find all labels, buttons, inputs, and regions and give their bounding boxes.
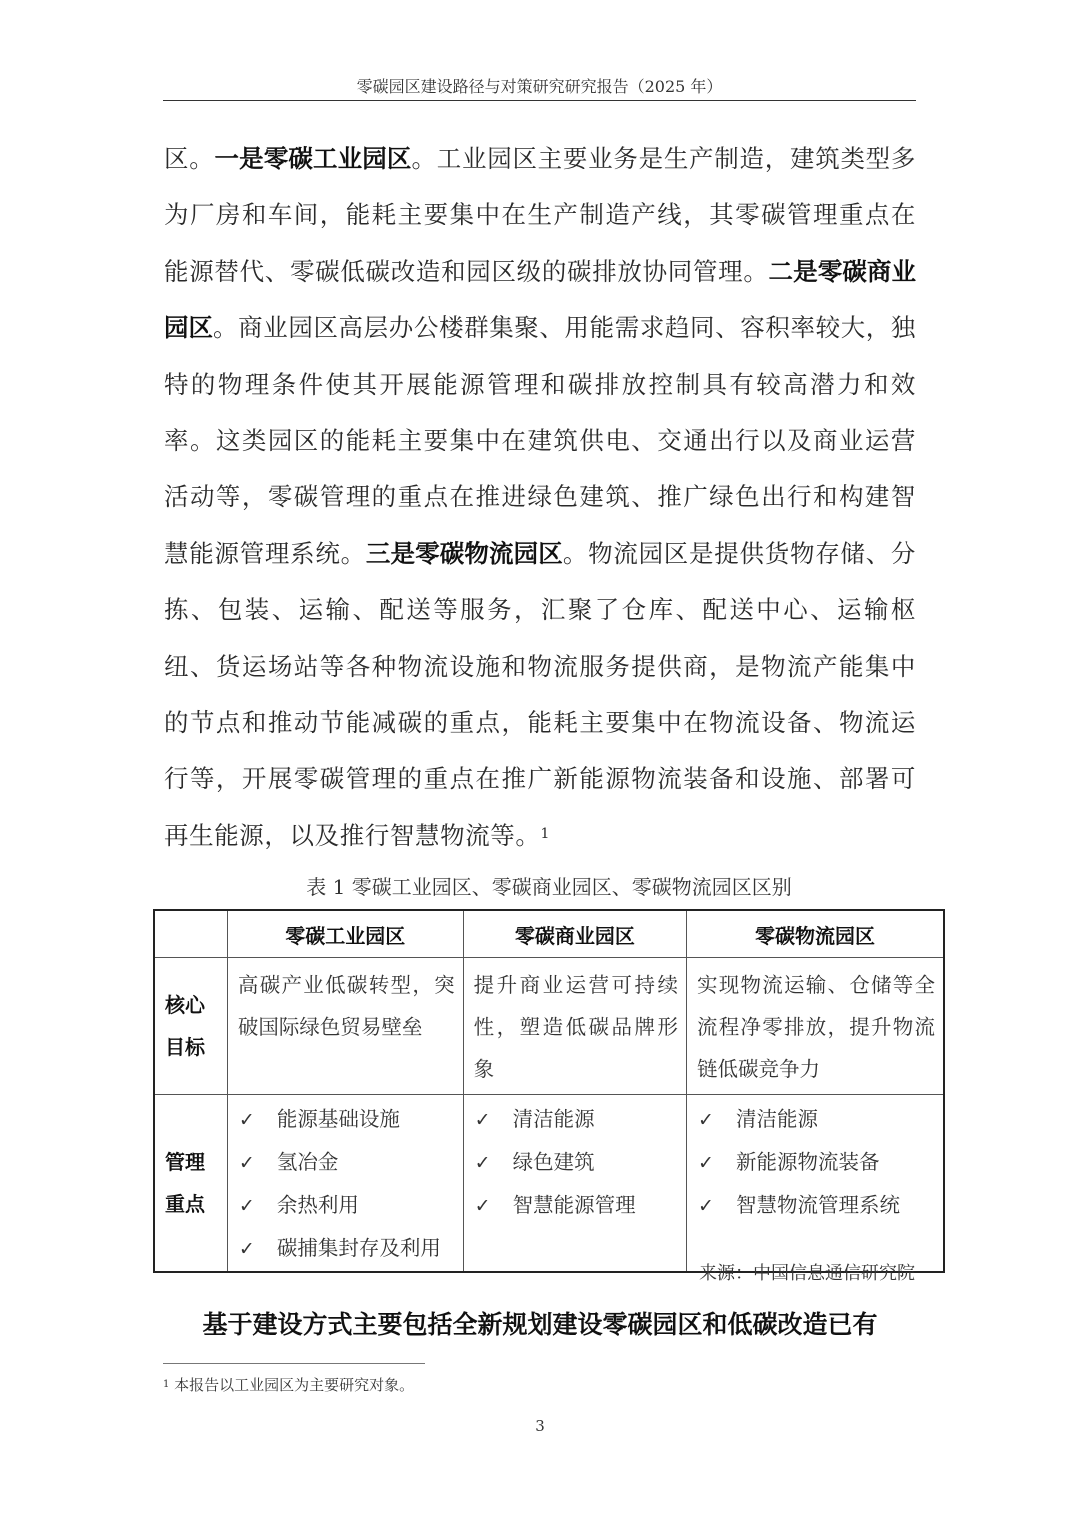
- table-cell: [227, 1095, 463, 1273]
- table-row: [154, 958, 944, 1095]
- footnote-rule: [163, 1363, 425, 1364]
- text-segment: 。商业园区高层办公楼群集聚、用能需求趋同、容积率较大，独特的物理条件使其开展能源管理和碳排放控制具有较高潜力和效率。这类园区的能耗主要集中在建筑供电、交通出行以及商业运营活动等，零碳管理的重点在推进绿色建筑、推广绿色出行和构建智慧能源管理系统。: [164, 313, 917, 568]
- bold-term-logistics: 三是零碳物流园区: [365, 538, 563, 568]
- list-item: [475, 1141, 679, 1184]
- table-cell: 提升商业运营可持续性，塑造低碳品牌形象: [463, 958, 686, 1095]
- table-cell: 实现物流运输、仓储等全流程净零排放，提升物流链低碳竞争力: [687, 958, 945, 1095]
- table-cell: 高碳产业低碳转型，突破国际绿色贸易壁垒: [227, 958, 463, 1095]
- list-item: [239, 1227, 456, 1270]
- list-item-label: 新能源物流装备: [736, 1150, 880, 1174]
- header-rule: [163, 100, 916, 101]
- check-icon: ✓: [474, 1152, 491, 1174]
- text-segment: 。工业园区主要业务是生产制造，建筑类型多为厂房和车间，能耗主要集中在生产制造产线，其零碳管理重点在能源替代、零碳低碳改造和园区级的碳排放协同管理。: [164, 144, 917, 286]
- text-segment: 区。: [164, 144, 215, 173]
- footnote-reference[interactable]: 1: [540, 825, 551, 842]
- column-header-commercial: 零碳商业园区: [463, 910, 686, 958]
- bold-term-commercial: 二是零碳商业园区: [164, 256, 916, 343]
- row-header-line: 目标: [165, 1035, 205, 1059]
- running-header: 零碳园区建设路径与对策研究研究报告（2025 年）: [356, 77, 723, 96]
- column-header-industrial: 零碳工业园区: [227, 910, 463, 958]
- row-header-core-goal: [154, 958, 227, 1095]
- table-cell: [463, 1095, 686, 1273]
- text-segment: 。物流园区是提供货物存储、分拣、包装、运输、配送等服务，汇聚了仓库、配送中心、运输枢纽、货运场站等各种物流设施和物流服务提供商，是物流产能集中的节点和推动节能减碳的重点，能耗主要集中在物流设备、物流运行等，开展零碳管理的重点在推广新能源物流装备和设施、部署可再生能源，以及推行智慧物流等。: [164, 538, 916, 850]
- table-header-row: [154, 910, 944, 958]
- table-source: 来源：中国信息通信研究院: [699, 1263, 915, 1284]
- list-item-label: 碳捕集封存及利用: [276, 1236, 441, 1260]
- footnote: [163, 1374, 763, 1396]
- list-item-label: 绿色建筑: [512, 1150, 595, 1174]
- section-subheading: 基于建设方式主要包括全新规划建设零碳园区和低碳改造已有: [202, 1310, 878, 1339]
- row-header-line: 核心: [165, 993, 205, 1017]
- body-paragraph: [164, 131, 916, 864]
- page-number: 3: [535, 1417, 545, 1435]
- list-item: [698, 1184, 936, 1227]
- list-item: [239, 1141, 456, 1184]
- check-icon: ✓: [698, 1152, 714, 1174]
- table-caption: 表 1 零碳工业园区、零碳商业园区、零碳物流园区区别: [306, 875, 792, 899]
- list-item: [475, 1184, 679, 1227]
- row-header-line: 管理: [165, 1150, 205, 1174]
- checklist: [465, 1096, 685, 1227]
- checklist: [229, 1096, 462, 1270]
- comparison-table: [153, 909, 945, 1273]
- list-item: [698, 1098, 936, 1141]
- list-item: [239, 1098, 456, 1141]
- check-icon: ✓: [698, 1195, 714, 1217]
- check-icon: ✓: [238, 1109, 255, 1131]
- table-row: [154, 1095, 944, 1273]
- check-icon: ✓: [238, 1195, 255, 1217]
- list-item: [475, 1098, 679, 1141]
- list-item-label: 能源基础设施: [276, 1107, 400, 1131]
- list-item-label: 清洁能源: [512, 1107, 595, 1131]
- list-item: [239, 1184, 456, 1227]
- corner-cell: [154, 910, 227, 958]
- list-item: [698, 1141, 936, 1184]
- check-icon: ✓: [238, 1238, 255, 1260]
- checklist: [688, 1096, 942, 1227]
- row-header-management-focus: [154, 1095, 227, 1273]
- list-item-label: 智慧能源管理: [512, 1193, 636, 1217]
- column-header-logistics: 零碳物流园区: [687, 910, 945, 958]
- footnote-number: 1: [163, 1379, 170, 1390]
- footnote-text: 本报告以工业园区为主要研究对象。: [174, 1376, 415, 1394]
- check-icon: ✓: [238, 1152, 255, 1174]
- check-icon: ✓: [474, 1109, 491, 1131]
- table-cell: [687, 1095, 945, 1273]
- list-item-label: 清洁能源: [736, 1107, 818, 1131]
- check-icon: ✓: [474, 1195, 491, 1217]
- list-item-label: 氢冶金: [276, 1150, 339, 1174]
- bold-term-industrial: 一是零碳工业园区: [214, 144, 412, 173]
- list-item-label: 余热利用: [276, 1193, 359, 1217]
- row-header-line: 重点: [165, 1192, 205, 1216]
- check-icon: ✓: [698, 1109, 714, 1131]
- list-item-label: 智慧物流管理系统: [736, 1193, 900, 1217]
